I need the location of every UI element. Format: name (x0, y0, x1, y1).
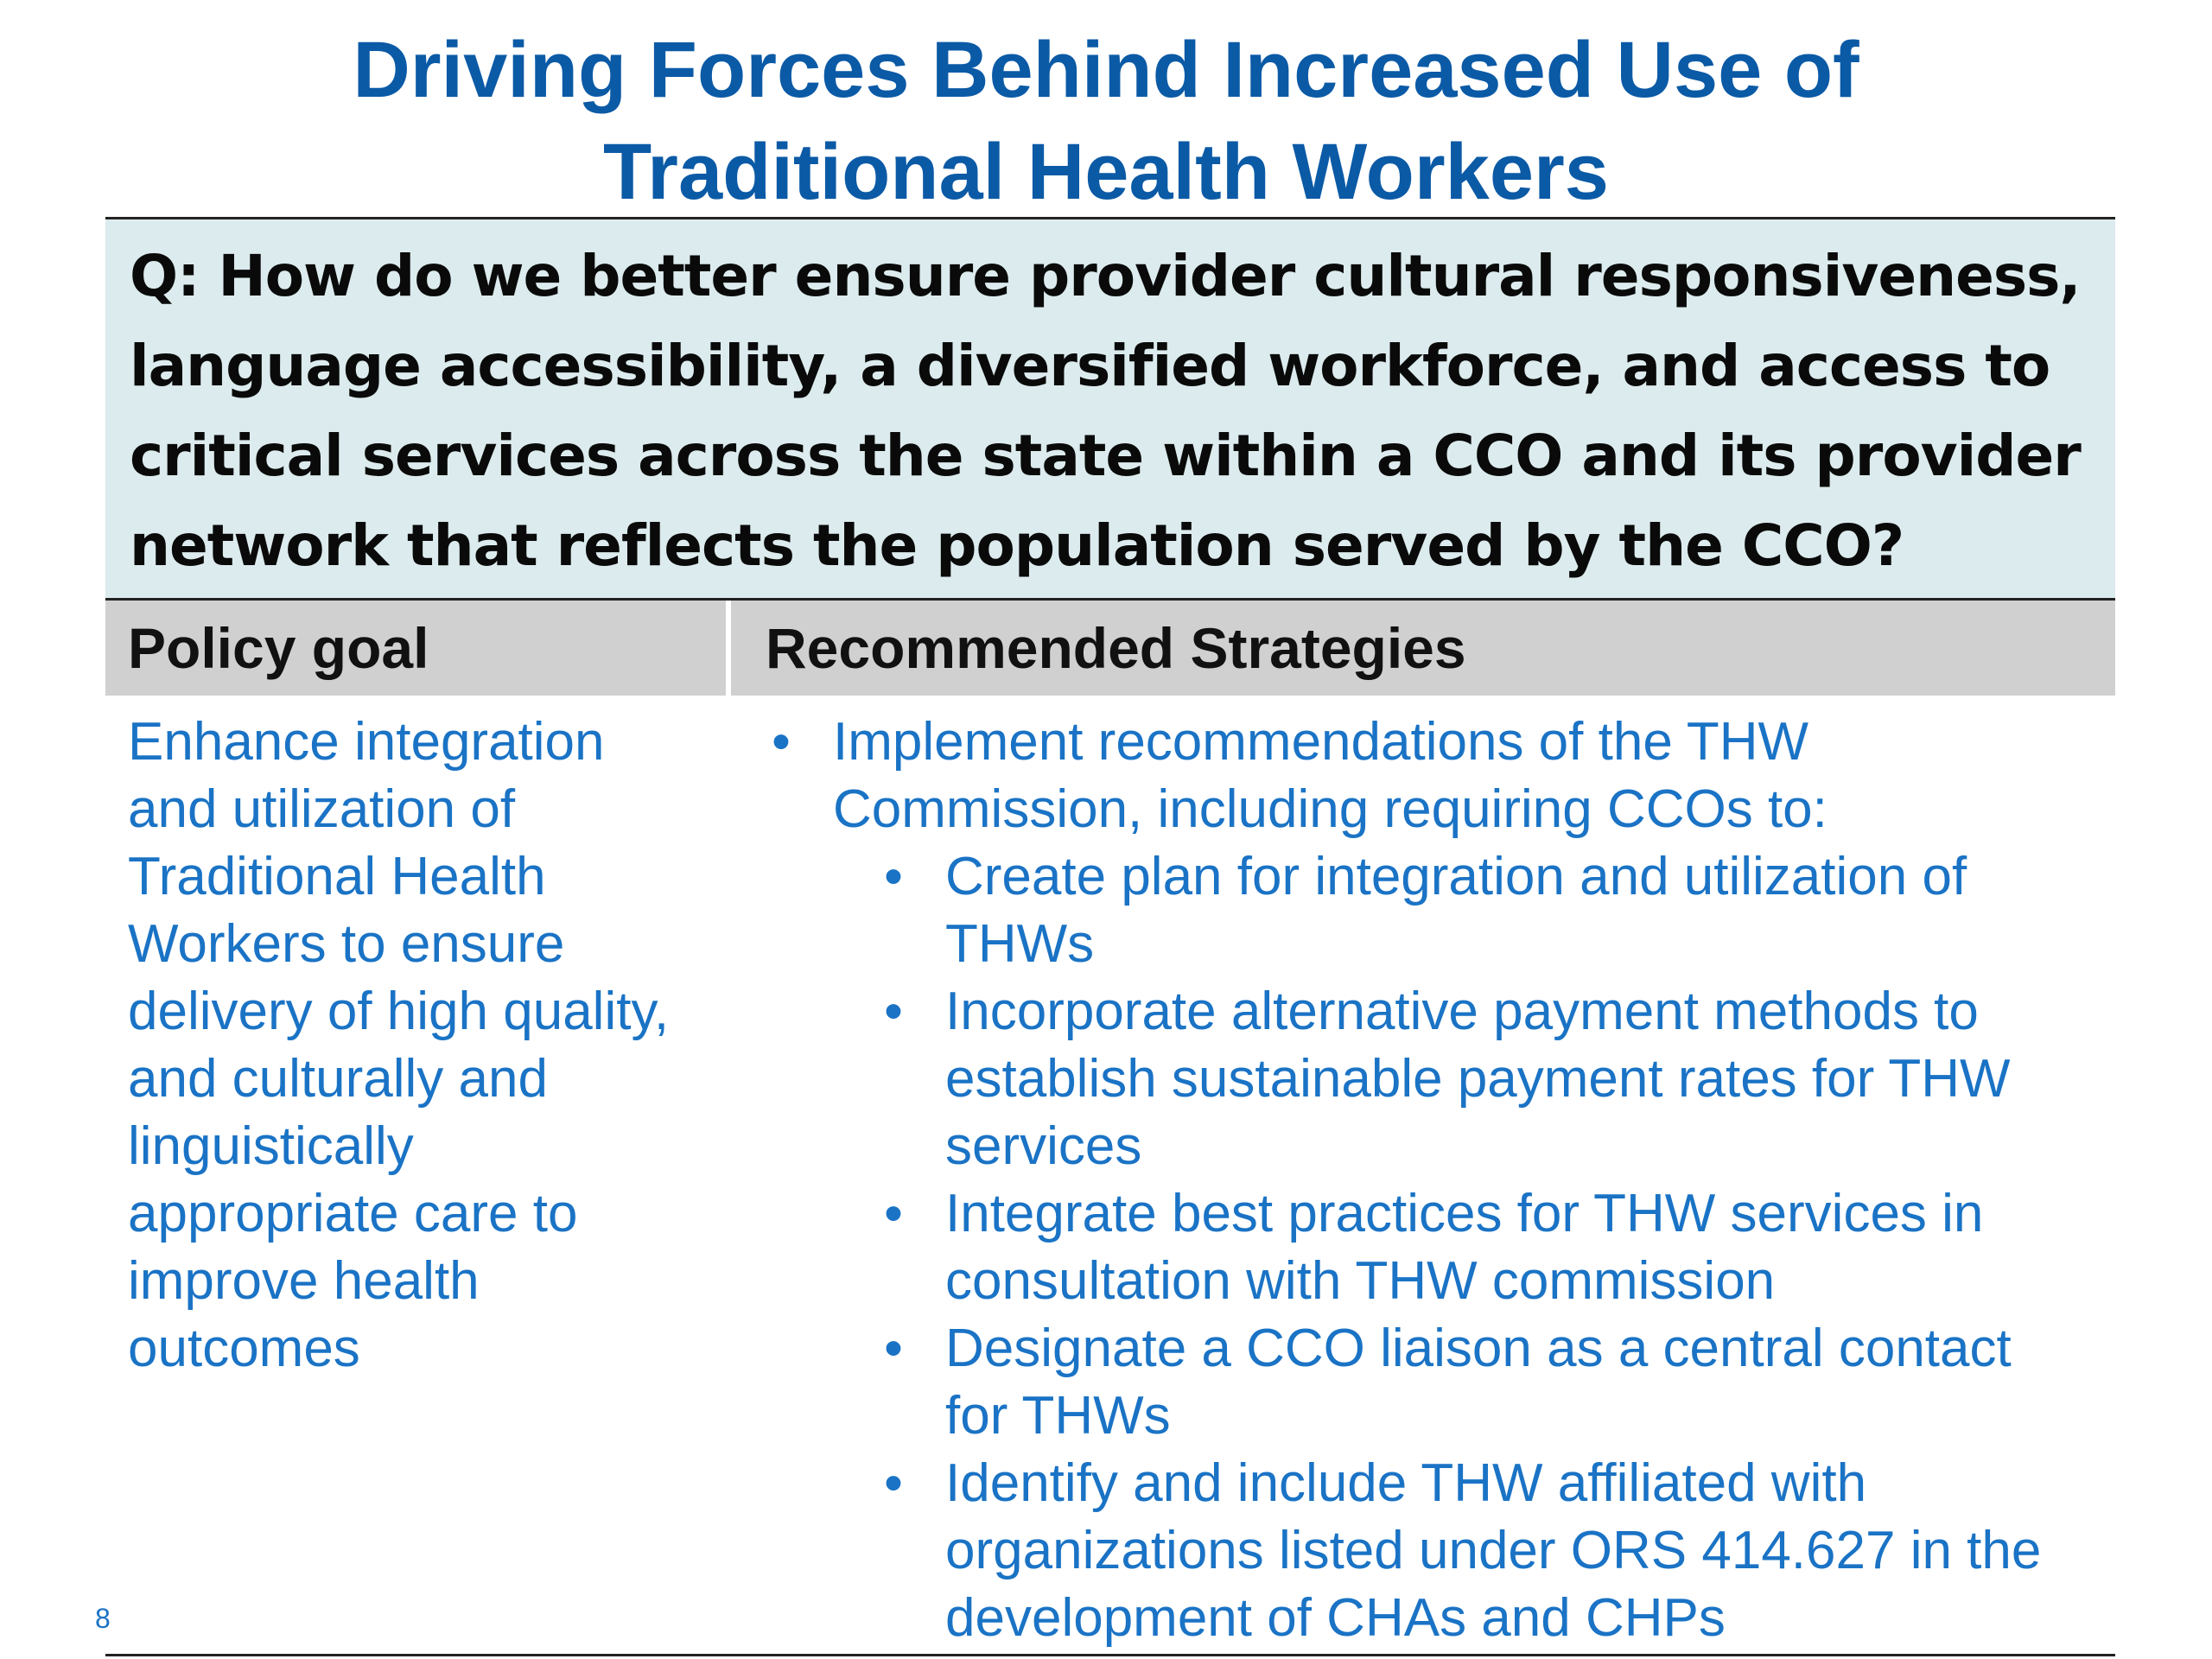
strategy-line: development of CHAs and CHPs (945, 1588, 1726, 1648)
slide-title (0, 19, 2212, 223)
goal-line: Workers to ensure (128, 914, 565, 974)
title-line-1: Driving Forces Behind Increased Use of (353, 26, 1859, 114)
bullet-icon: • (884, 1184, 903, 1243)
question-text (130, 232, 2091, 591)
strategy-line: THWs (945, 914, 1095, 974)
policy-goal-text (128, 709, 715, 1382)
sub-strategy-item (876, 843, 2112, 978)
question-box (105, 219, 2115, 598)
question-line: Q: How do we better ensure provider cultural responsiveness, (130, 243, 2081, 309)
strategy-line: consultation with THW commission (945, 1251, 1776, 1311)
header-divider (726, 601, 731, 696)
sub-strategy-item (876, 1180, 2112, 1315)
goal-line: and culturally and (128, 1049, 548, 1109)
goal-line: delivery of high quality, (128, 982, 670, 1041)
title-line-2: Traditional Health Workers (603, 128, 1609, 216)
goal-line: Traditional Health (128, 847, 546, 906)
bullet-icon: • (884, 982, 903, 1041)
strategy-line: for THWs (945, 1386, 1171, 1446)
strategy-line: Designate a CCO liaison as a central contact (945, 1319, 2012, 1378)
question-line: critical services across the state within a CCO and its provider (130, 423, 2081, 489)
question-line: network that reflects the population served by the CCO? (130, 512, 1904, 579)
page-number: 8 (95, 1603, 111, 1634)
goal-line: improve health (128, 1251, 480, 1311)
bullet-icon: • (884, 847, 903, 906)
strategy-line: services (945, 1116, 1142, 1176)
sub-strategies-list (876, 843, 2112, 1652)
strategy-line: establish sustainable payment rates for THW (945, 1049, 2011, 1109)
goal-line: Enhance integration (128, 712, 605, 772)
strategy-line: Implement recommendations of the THW (833, 712, 1809, 772)
strategies-list (764, 709, 2112, 1652)
header-policy-goal: Policy goal (128, 616, 429, 680)
bullet-icon: • (884, 1453, 903, 1513)
strategy-line: Create plan for integration and utilization of (945, 847, 1967, 906)
strategy-line: Incorporate alternative payment methods to (945, 982, 1979, 1041)
sub-strategy-item (876, 978, 2112, 1180)
strategy-line: organizations listed under ORS 414.627 in the (945, 1521, 2042, 1580)
main-strategy-item (764, 709, 2112, 843)
strategy-line: Identify and include THW affiliated with (945, 1453, 1867, 1513)
strategy-line: Integrate best practices for THW services in (945, 1184, 1984, 1243)
bottom-rule (105, 1654, 2115, 1656)
question-line: language accessibility, a diversified workforce, and access to (130, 333, 2050, 399)
goal-line: linguistically (128, 1116, 414, 1176)
table-header-row (105, 601, 2115, 696)
sub-strategy-item (876, 1450, 2112, 1652)
header-recommended-strategies: Recommended Strategies (766, 616, 1466, 680)
goal-line: outcomes (128, 1319, 360, 1378)
goal-line: and utilization of (128, 779, 516, 839)
bullet-icon: • (772, 712, 791, 772)
goal-line: appropriate care to (128, 1184, 578, 1243)
strategy-line: Commission, including requiring CCOs to: (833, 779, 1827, 839)
bullet-icon: • (884, 1319, 903, 1378)
sub-strategy-item (876, 1315, 2112, 1450)
